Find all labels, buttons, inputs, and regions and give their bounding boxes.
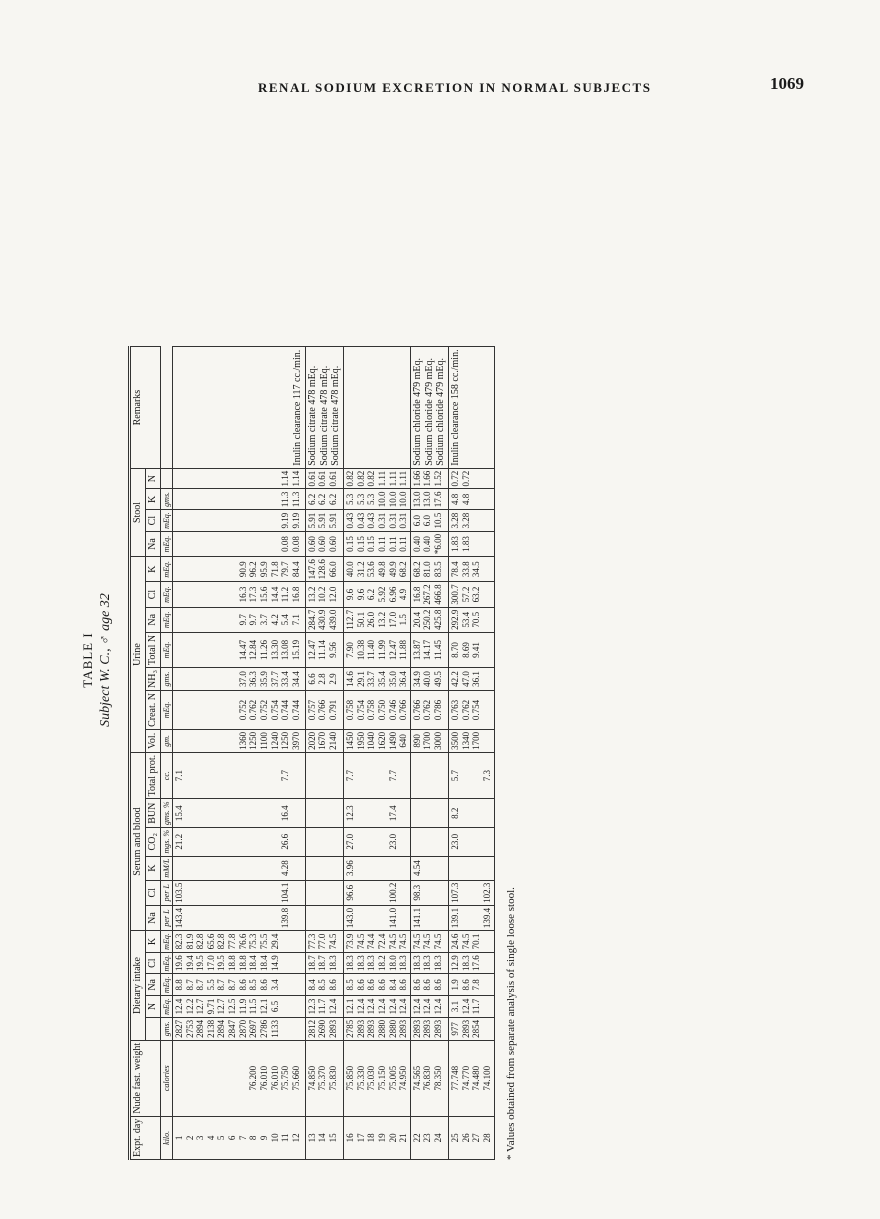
cell-sna: 143.0 141.0 — [344, 905, 411, 930]
footnote: * Values obtained from separate analysis of single loose stool. — [504, 887, 517, 1160]
cell-sk: 4.28 — [173, 856, 306, 880]
cell-sna2: 0.60 0.60 0.60 — [305, 531, 343, 556]
cell-uk: 147.6 128.6 66.0 — [305, 557, 343, 582]
cell-sna: 139.1 139.4 — [449, 905, 494, 930]
cell-sk2: 11.3 11.3 — [173, 489, 306, 510]
cell-scl: 96.6 100.2 — [344, 880, 411, 905]
cell-tp — [410, 752, 448, 799]
cell-sna2: 1.83 1.83 — [449, 531, 494, 556]
cell-rem: Inulin clearance 117 cc./min. — [173, 347, 306, 468]
cell-scl2: 5.91 5.91 5.91 — [305, 510, 343, 532]
cell-scl2: 6.0 6.0 10.5 — [410, 510, 448, 532]
cell-scl: 103.5 104.1 — [173, 880, 306, 905]
cell-sk2: 5.3 5.3 5.3 10.0 10.0 10.0 — [344, 489, 411, 510]
cell-sn2: 1.14 1.14 — [173, 468, 306, 489]
cell-tn: 14.47 12.84 11.26 13.30 13.08 15.19 — [173, 632, 306, 667]
cell-day: 16 17 18 19 20 21 — [344, 1116, 411, 1159]
cell-cr: 0.757 0.766 0.791 — [305, 691, 343, 730]
table-subtitle: Subject W. C., ♂ age 32 — [98, 593, 113, 727]
cell-wt: 77.748 74.770 74.480 74.100 — [449, 1040, 494, 1116]
unit-cell: kilo. — [160, 1116, 172, 1159]
col-serum-co2: CO₂ — [145, 827, 160, 856]
col-remarks: Remarks — [130, 347, 161, 468]
table-body — [160, 347, 494, 1160]
cell-uk: 40.0 31.2 53.6 49.8 49.9 68.2 — [344, 557, 411, 582]
unit-cell: mEq. — [160, 557, 172, 582]
cell-nh3: 34.9 40.0 49.5 — [410, 668, 448, 691]
cell-scl2: 0.43 0.43 0.43 0.31 0.31 0.31 — [344, 510, 411, 532]
cell-dcl: 19.6 19.4 19.5 17.0 19.5 18.8 18.8 18.4 18.4 14.9 — [173, 952, 306, 974]
unit-cell: cc. — [160, 752, 172, 799]
cell-tp: 7.7 7.7 — [344, 752, 411, 799]
cell-sk: 4.54 — [410, 856, 448, 880]
cell-dk: 82.3 81.9 82.8 65.6 82.8 77.8 76.6 75.3 75.5 29.4 — [173, 931, 306, 953]
table-title: TABLE I — [80, 632, 95, 688]
cell-uk: 90.9 96.2 95.9 71.8 79.7 84.4 — [173, 557, 306, 582]
cell-vol: 2020 1670 2140 — [305, 729, 343, 752]
cell-ucl: 16.3 17.3 15.6 14.4 11.2 16.8 — [173, 582, 306, 607]
cell-bun: 8.2 — [449, 799, 494, 828]
col-cal — [145, 1017, 160, 1040]
cell-scl: 107.3 102.3 — [449, 880, 494, 905]
cell-bun — [305, 799, 343, 828]
cell-vol: 890 1700 3000 — [410, 729, 448, 752]
cell-rem — [344, 347, 411, 468]
cell-sna2: 0.08 0.08 — [173, 531, 306, 556]
cell-cr: 0.763 0.762 0.754 — [449, 691, 494, 730]
cell-dna: 8.6 8.6 8.6 — [410, 974, 448, 996]
unit-cell: mEq. — [160, 996, 172, 1018]
cell-dcl: 12.9 18.3 17.6 — [449, 952, 494, 974]
cell-una: 284.7 430.9 439.0 — [305, 607, 343, 632]
cell-una: 9.7 9.7 3.7 4.2 5.4 7.1 — [173, 607, 306, 632]
col-stool-cl: Cl — [145, 510, 160, 532]
cell-dk: 77.3 77.0 74.5 — [305, 931, 343, 953]
cell-cal: 2785 2893 2893 2880 2880 2893 — [344, 1017, 411, 1040]
cell-cr: 0.758 0.754 0.758 0.750 0.746 0.766 — [344, 691, 411, 730]
cell-tn: 7.90 10.38 11.40 11.99 12.47 11.88 — [344, 632, 411, 667]
cell-rem: Inulin clearance 158 cc./min. — [449, 347, 494, 468]
cell-rem: Sodium citrate 478 mEq. Sodium citrate 478 mEq. Sodium citrate 478 mEq. — [305, 347, 343, 468]
col-stool-na: Na — [145, 531, 160, 556]
col-stool-n: N — [145, 468, 160, 489]
col-urine-total-n: Total N — [145, 632, 160, 667]
running-head: RENAL SODIUM EXCRETION IN NORMAL SUBJECTS — [258, 80, 652, 95]
cell-tn: 12.47 11.14 9.56 — [305, 632, 343, 667]
cell-ucl: 13.2 10.2 12.0 — [305, 582, 343, 607]
cell-sk2: 13.0 13.0 17.6 — [410, 489, 448, 510]
cell-co2 — [305, 827, 343, 856]
col-urine-nh3: NH₃ — [145, 668, 160, 691]
unit-cell: mgs. % — [160, 827, 172, 856]
cell-bun — [410, 799, 448, 828]
cell-scl — [305, 880, 343, 905]
cell-uk: 78.4 33.8 34.5 — [449, 557, 494, 582]
cell-una: 292.9 53.4 70.5 — [449, 607, 494, 632]
cell-cal: 2827 2753 2894 2138 2894 2847 2870 2697 2786 1133 — [173, 1017, 306, 1040]
col-group-urine: Urine — [130, 557, 146, 753]
cell-dn: 12.3 11.7 12.4 — [305, 996, 343, 1018]
unit-cell — [160, 468, 172, 489]
cell-dna: 8.5 8.6 8.6 8.6 8.4 8.6 — [344, 974, 411, 996]
cell-una: 20.4 250.2 425.8 — [410, 607, 448, 632]
cell-sk — [305, 856, 343, 880]
cell-uk: 68.2 81.0 83.5 — [410, 557, 448, 582]
unit-cell: gms. % — [160, 799, 172, 828]
cell-dk: 24.6 74.5 70.1 — [449, 931, 494, 953]
cell-wt: 74.565 76.830 78.350 — [410, 1040, 448, 1116]
cell-cr: 0.752 0.762 0.752 0.754 0.744 0.744 — [173, 691, 306, 730]
cell-bun: 15.4 16.4 — [173, 799, 306, 828]
cell-co2: 23.0 — [449, 827, 494, 856]
data-table — [128, 346, 495, 1160]
cell-vol: 3500 1340 1700 — [449, 729, 494, 752]
cell-wt: 74.850 75.370 75.830 — [305, 1040, 343, 1116]
cell-sk2: 6.2 6.2 6.2 — [305, 489, 343, 510]
cell-day: 1 2 3 4 5 6 7 8 9 10 11 12 — [173, 1116, 306, 1159]
cell-dk: 74.5 74.5 74.5 — [410, 931, 448, 953]
cell-scl: 98.3 — [410, 880, 448, 905]
cell-cal: 2893 2893 2893 — [410, 1017, 448, 1040]
units-row — [160, 347, 172, 1160]
table-row — [410, 347, 448, 1160]
cell-dk: 73.9 74.5 74.4 72.4 74.5 74.5 — [344, 931, 411, 953]
col-stool-k: K — [145, 489, 160, 510]
cell-tn: 13.87 14.17 11.45 — [410, 632, 448, 667]
cell-day: 13 14 15 — [305, 1116, 343, 1159]
cell-day: 22 23 24 — [410, 1116, 448, 1159]
col-urine-na: Na — [145, 607, 160, 632]
col-serum-k: K — [145, 856, 160, 880]
cell-sk: 3.96 — [344, 856, 411, 880]
cell-sk — [449, 856, 494, 880]
col-expt-day: Expt. day — [130, 1116, 161, 1159]
col-diet-na: Na — [145, 974, 160, 996]
cell-scl2: 9.19 9.19 — [173, 510, 306, 532]
cell-scl2: 3.28 3.28 — [449, 510, 494, 532]
cell-cr: 0.766 0.762 0.786 — [410, 691, 448, 730]
cell-dcl: 18.7 18.7 18.3 — [305, 952, 343, 974]
cell-tp: 7.1 7.7 — [173, 752, 306, 799]
col-diet-n: N — [145, 996, 160, 1018]
cell-ucl: 300.7 57.2 63.2 — [449, 582, 494, 607]
unit-cell: per L — [160, 880, 172, 905]
cell-vol: 1450 1950 1040 1620 1490 640 — [344, 729, 411, 752]
cell-dn: 3.1 12.4 11.7 — [449, 996, 494, 1018]
cell-una: 112.7 50.1 26.0 13.2 17.0 1.5 — [344, 607, 411, 632]
col-group-stool: Stool — [130, 468, 146, 556]
col-group-serum: Serum and blood — [130, 752, 146, 930]
cell-sk2: 4.8 4.8 — [449, 489, 494, 510]
cell-sn2: 0.82 0.82 0.82 1.11 1.11 1.11 — [344, 468, 411, 489]
cell-dn: 12.4 12.4 12.4 — [410, 996, 448, 1018]
cell-sna2: 0.40 0.40 *6.00 — [410, 531, 448, 556]
unit-cell: mEq. — [160, 952, 172, 974]
unit-cell: mEq. — [160, 607, 172, 632]
unit-cell: per L — [160, 905, 172, 930]
cell-dn: 12.1 12.4 12.4 12.4 12.4 12.4 — [344, 996, 411, 1018]
col-diet-k: K — [145, 931, 160, 953]
cell-dna: 8.8 8.7 8.7 5.5 8.7 8.7 8.6 8.5 8.6 3.4 — [173, 974, 306, 996]
cell-day: 25 26 27 28 — [449, 1116, 494, 1159]
unit-cell: mEq. — [160, 691, 172, 730]
cell-wt: 75.850 75.330 75.030 75.150 75.005 74.950 — [344, 1040, 411, 1116]
col-diet-cl: Cl — [145, 952, 160, 974]
cell-wt: 76.200 76.010 76.010 75.750 75.660 — [173, 1040, 306, 1116]
unit-cell: mEq. — [160, 510, 172, 532]
cell-nh3: 42.2 47.0 36.1 — [449, 668, 494, 691]
col-urine-creat: Creat. N — [145, 691, 160, 730]
unit-cell: gms. — [160, 489, 172, 510]
col-group-dietary: Dietary intake — [130, 931, 146, 1041]
cell-ucl: 9.6 9.6 6.2 5.92 6.96 4.9 — [344, 582, 411, 607]
cell-co2: 21.2 26.6 — [173, 827, 306, 856]
unit-cell: gm. — [160, 729, 172, 752]
col-urine-k: K — [145, 557, 160, 582]
col-weight: Nude fast. weight — [130, 1040, 161, 1116]
unit-cell: mM/L — [160, 856, 172, 880]
table-row — [173, 347, 306, 1160]
cell-nh3: 14.6 29.1 33.7 35.4 35.0 36.4 — [344, 668, 411, 691]
cell-sna2: 0.15 0.15 0.15 0.11 0.11 0.11 — [344, 531, 411, 556]
cell-nh3: 37.0 36.3 35.9 37.7 33.4 34.4 — [173, 668, 306, 691]
cell-dcl: 18.3 18.3 18.3 — [410, 952, 448, 974]
unit-cell: gms. — [160, 1017, 172, 1040]
table-row — [344, 347, 411, 1160]
cell-vol: 1360 1250 1100 1240 1250 3970 — [173, 729, 306, 752]
col-serum-na: Na — [145, 905, 160, 930]
col-serum-total-prot: Total prot. — [145, 752, 160, 799]
cell-dn: 12.4 12.2 12.7 9.71 12.7 12.5 11.9 11.5 12.1 6.5 — [173, 996, 306, 1018]
cell-tp — [305, 752, 343, 799]
cell-sn2: 0.61 0.61 0.61 — [305, 468, 343, 489]
col-urine-cl: Cl — [145, 582, 160, 607]
cell-sn2: 0.72 0.72 — [449, 468, 494, 489]
cell-cal: 977 2893 2854 — [449, 1017, 494, 1040]
cell-ucl: 16.8 267.2 466.8 — [410, 582, 448, 607]
table-row — [449, 347, 494, 1160]
unit-cell: gms. — [160, 668, 172, 691]
cell-dna: 1.9 8.6 7.8 — [449, 974, 494, 996]
cell-tn: 8.70 8.69 9.41 — [449, 632, 494, 667]
unit-cell: calories — [160, 1040, 172, 1116]
cell-dna: 8.4 8.5 8.6 — [305, 974, 343, 996]
cell-bun: 12.3 17.4 — [344, 799, 411, 828]
unit-cell: mEq. — [160, 931, 172, 953]
rotated-table-block — [80, 160, 800, 1160]
unit-cell: mEq. — [160, 531, 172, 556]
cell-rem: Sodium chloride 479 mEq. Sodium chloride 479 mEq. Sodium chloride 479 mEq. — [410, 347, 448, 468]
cell-sna — [305, 905, 343, 930]
col-serum-cl: Cl — [145, 880, 160, 905]
unit-cell: mEq. — [160, 582, 172, 607]
cell-co2 — [410, 827, 448, 856]
unit-cell: mEq. — [160, 632, 172, 667]
col-serum-bun: BUN — [145, 799, 160, 828]
cell-sna: 141.1 — [410, 905, 448, 930]
page-number: 1069 — [770, 74, 804, 93]
cell-co2: 27.0 23.0 — [344, 827, 411, 856]
cell-sn2: 1.66 1.66 1.52 — [410, 468, 448, 489]
cell-nh3: 6.6 2.8 2.9 — [305, 668, 343, 691]
cell-cal: 2812 2690 2893 — [305, 1017, 343, 1040]
cell-sna: 143.4 139.8 — [173, 905, 306, 930]
col-urine-vol: Vol. — [145, 729, 160, 752]
unit-cell: mEq. — [160, 974, 172, 996]
cell-dcl: 18.3 18.3 18.3 18.2 18.0 18.3 — [344, 952, 411, 974]
cell-tp: 5.7 7.3 — [449, 752, 494, 799]
table-row — [305, 347, 343, 1160]
